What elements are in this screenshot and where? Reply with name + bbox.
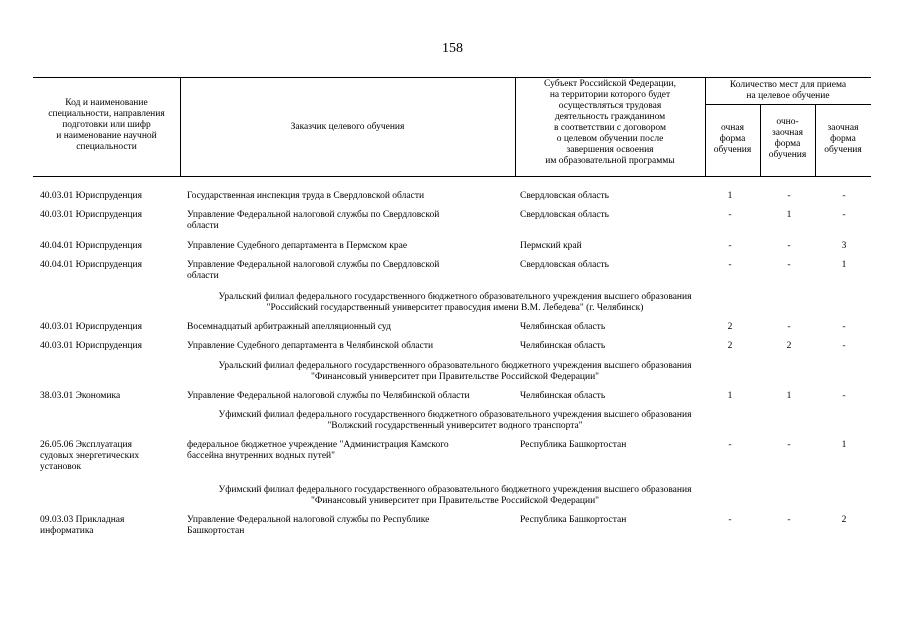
full-time-cell: - bbox=[728, 210, 732, 220]
region-cell: Свердловская область bbox=[520, 191, 610, 201]
organization-heading: Уфимский филиал федерального государственного образовательного бюджетного учреждения высшего образования "Финансовый университет при Правительстве Российской Федерации" bbox=[218, 485, 692, 506]
correspondence-cell: - bbox=[842, 341, 846, 351]
customer-cell: Управление Судебного департамента в Челябинской области bbox=[187, 341, 434, 351]
region-cell: Челябинская область bbox=[520, 341, 606, 351]
specialty-cell: 40.04.01 Юриспруденция bbox=[40, 260, 142, 270]
specialty-cell: 40.03.01 Юриспруденция bbox=[40, 191, 142, 201]
header-places: Количество мест для приема на целевое обучение bbox=[729, 80, 847, 101]
correspondence-cell: - bbox=[842, 210, 846, 220]
places-sub-rule bbox=[705, 104, 871, 105]
customer-cell: Управление Федеральной налоговой службы по Республике Башкортостан bbox=[187, 515, 430, 536]
region-cell: Пермский край bbox=[520, 241, 582, 251]
region-cell: Свердловская область bbox=[520, 260, 610, 270]
customer-cell: Управление Федеральной налоговой службы по Свердловской области bbox=[187, 210, 440, 231]
header-part-time: очно- заочная форма обучения bbox=[768, 117, 807, 160]
full-time-cell: 2 bbox=[727, 341, 733, 351]
customer-cell: Восемнадцатый арбитражный апелляционный суд bbox=[187, 322, 391, 332]
specialty-cell: 26.05.06 Эксплуатация судовых энергетических установок bbox=[40, 440, 140, 472]
customer-cell: федеральное бюджетное учреждение "Администрация Камского бассейна внутренних водных путей" bbox=[187, 440, 449, 461]
customer-cell: Управление Федеральной налоговой службы по Челябинской области bbox=[187, 391, 470, 401]
part-time-cell: - bbox=[787, 322, 791, 332]
specialty-cell: 38.03.01 Экономика bbox=[40, 391, 121, 401]
part-time-cell: - bbox=[787, 241, 791, 251]
region-cell: Республика Башкортостан bbox=[520, 515, 627, 525]
specialty-cell: 40.03.01 Юриспруденция bbox=[40, 210, 142, 220]
part-time-cell: - bbox=[787, 440, 791, 450]
specialty-cell: 40.03.01 Юриспруденция bbox=[40, 322, 142, 332]
full-time-cell: 1 bbox=[727, 191, 733, 201]
organization-heading: Уральский филиал федерального государственного образовательного бюджетного учреждения высшего образования "Финансовый университет при Правительстве Российской Федерации" bbox=[218, 361, 692, 382]
specialty-cell: 09.03.03 Прикладная информатика bbox=[40, 515, 125, 536]
specialty-cell: 40.03.01 Юриспруденция bbox=[40, 341, 142, 351]
customer-cell: Управление Судебного департамента в Пермском крае bbox=[187, 241, 408, 251]
part-time-cell: - bbox=[787, 515, 791, 525]
full-time-cell: - bbox=[728, 515, 732, 525]
part-time-cell: 1 bbox=[786, 391, 792, 401]
header-customer: Заказчик целевого обучения bbox=[290, 122, 405, 132]
customer-cell: Государственная инспекция труда в Свердловской области bbox=[187, 191, 425, 201]
full-time-cell: - bbox=[728, 260, 732, 270]
part-time-cell: - bbox=[787, 260, 791, 270]
organization-heading: Уфимский филиал федерального государственного бюджетного образовательного учреждения высшего образования "Волжский государственный университет водного транспорта" bbox=[218, 410, 692, 431]
correspondence-cell: 1 bbox=[841, 440, 847, 450]
correspondence-cell: 3 bbox=[841, 241, 847, 251]
region-cell: Челябинская область bbox=[520, 391, 606, 401]
header-bottom-rule bbox=[33, 176, 871, 177]
correspondence-cell: - bbox=[842, 391, 846, 401]
correspondence-cell: - bbox=[842, 191, 846, 201]
correspondence-cell: - bbox=[842, 322, 846, 332]
header-full-time: очная форма обучения bbox=[713, 123, 752, 155]
region-cell: Челябинская область bbox=[520, 322, 606, 332]
customer-cell: Управление Федеральной налоговой службы по Свердловской области bbox=[187, 260, 440, 281]
full-time-cell: - bbox=[728, 440, 732, 450]
header-top-rule bbox=[33, 77, 871, 78]
specialty-cell: 40.04.01 Юриспруденция bbox=[40, 241, 142, 251]
header-specialty: Код и наименование специальности, направления подготовки или шифр и наименование научной специальности bbox=[48, 98, 165, 152]
correspondence-cell: 2 bbox=[841, 515, 847, 525]
part-time-cell: - bbox=[787, 191, 791, 201]
region-cell: Республика Башкортостан bbox=[520, 440, 627, 450]
full-time-cell: 2 bbox=[727, 322, 733, 332]
organization-heading: Уральский филиал федерального государственного бюджетного образовательного учреждения высшего образования "Российский государственный университет правосудия имени В.М. Лебедева" (г. Челябинск) bbox=[218, 292, 692, 313]
region-cell: Свердловская область bbox=[520, 210, 610, 220]
header-correspondence: заочная форма обучения bbox=[824, 123, 862, 155]
part-time-cell: 1 bbox=[786, 210, 792, 220]
part-time-cell: 2 bbox=[786, 341, 792, 351]
full-time-cell: - bbox=[728, 241, 732, 251]
header-region: Субъект Российской Федерации, на территории которого будет осуществляться трудовая деятельность гражданином в соответствии с договором о целевом обучении после завершения освоения им образовательной программы bbox=[544, 79, 676, 166]
full-time-cell: 1 bbox=[727, 391, 733, 401]
correspondence-cell: 1 bbox=[841, 260, 847, 270]
page-number: 158 bbox=[442, 41, 463, 56]
